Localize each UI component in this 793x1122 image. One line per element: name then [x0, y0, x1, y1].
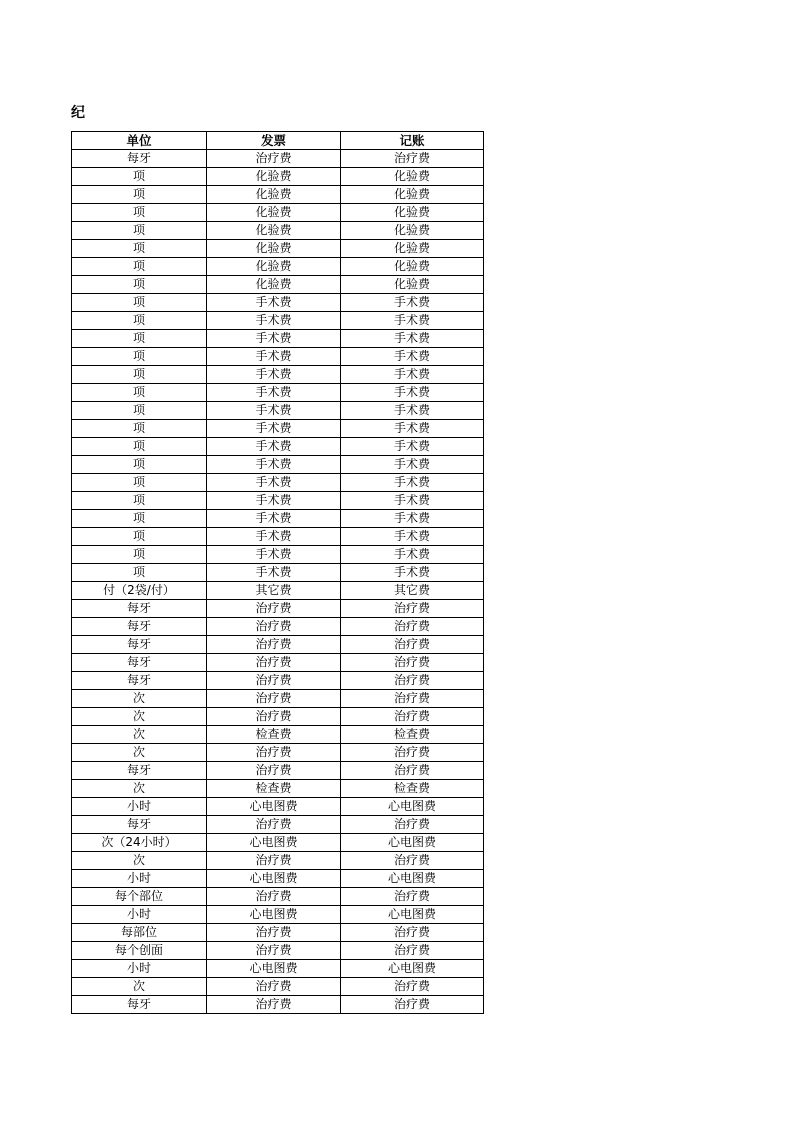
cell-accounting: 化验费	[341, 276, 484, 294]
table-row	[72, 888, 484, 906]
cell-unit: 次	[72, 744, 207, 762]
cell-unit: 次	[72, 978, 207, 996]
cell-unit: 小时	[72, 960, 207, 978]
cell-unit: 每牙	[72, 654, 207, 672]
cell-accounting: 心电图费	[341, 870, 484, 888]
table-row	[72, 618, 484, 636]
table-row	[72, 780, 484, 798]
table-row	[72, 240, 484, 258]
cell-unit: 项	[72, 204, 207, 222]
cell-invoice: 治疗费	[207, 924, 341, 942]
table-row	[72, 492, 484, 510]
cell-unit: 每牙	[72, 672, 207, 690]
table-row	[72, 762, 484, 780]
cell-unit: 每牙	[72, 636, 207, 654]
cell-invoice: 手术费	[207, 564, 341, 582]
table-row	[72, 510, 484, 528]
cell-accounting: 手术费	[341, 456, 484, 474]
cell-unit: 项	[72, 474, 207, 492]
cell-accounting: 化验费	[341, 240, 484, 258]
cell-invoice: 检查费	[207, 780, 341, 798]
table-row	[72, 168, 484, 186]
table-row	[72, 978, 484, 996]
table-row	[72, 960, 484, 978]
table-row	[72, 744, 484, 762]
cell-accounting: 手术费	[341, 546, 484, 564]
cell-unit: 项	[72, 384, 207, 402]
cell-invoice: 化验费	[207, 276, 341, 294]
table-row	[72, 348, 484, 366]
cell-accounting: 手术费	[341, 510, 484, 528]
cell-invoice: 治疗费	[207, 672, 341, 690]
cut-off-title-fragment: 纪	[71, 105, 85, 121]
cell-unit: 项	[72, 186, 207, 204]
cell-invoice: 治疗费	[207, 816, 341, 834]
cell-unit: 每个创面	[72, 942, 207, 960]
cell-accounting: 手术费	[341, 366, 484, 384]
table-row	[72, 996, 484, 1014]
cell-invoice: 治疗费	[207, 762, 341, 780]
cell-invoice: 心电图费	[207, 960, 341, 978]
cell-accounting: 手术费	[341, 384, 484, 402]
cell-unit: 小时	[72, 870, 207, 888]
cell-unit: 项	[72, 420, 207, 438]
cell-accounting: 心电图费	[341, 798, 484, 816]
table-header-row	[72, 132, 484, 150]
cell-accounting: 化验费	[341, 258, 484, 276]
table-row	[72, 204, 484, 222]
cell-accounting: 治疗费	[341, 150, 484, 168]
table-row	[72, 636, 484, 654]
cell-invoice: 心电图费	[207, 834, 341, 852]
cell-invoice: 治疗费	[207, 708, 341, 726]
cell-unit: 每牙	[72, 618, 207, 636]
cell-invoice: 手术费	[207, 312, 341, 330]
table-row	[72, 438, 484, 456]
cell-unit: 次	[72, 726, 207, 744]
cell-invoice: 手术费	[207, 348, 341, 366]
cell-invoice: 手术费	[207, 510, 341, 528]
cell-invoice: 化验费	[207, 168, 341, 186]
cell-accounting: 心电图费	[341, 834, 484, 852]
cell-invoice: 心电图费	[207, 798, 341, 816]
table-row	[72, 186, 484, 204]
table-row	[72, 654, 484, 672]
cell-invoice: 手术费	[207, 492, 341, 510]
cell-unit: 次（24小时）	[72, 834, 207, 852]
table-row	[72, 456, 484, 474]
table-row	[72, 672, 484, 690]
cell-invoice: 治疗费	[207, 852, 341, 870]
cell-invoice: 手术费	[207, 330, 341, 348]
cell-accounting: 手术费	[341, 528, 484, 546]
table-row	[72, 474, 484, 492]
cell-unit: 次	[72, 852, 207, 870]
cell-invoice: 化验费	[207, 204, 341, 222]
cell-accounting: 手术费	[341, 564, 484, 582]
header-unit: 单位	[72, 132, 207, 150]
cell-unit: 每个部位	[72, 888, 207, 906]
cell-invoice: 手术费	[207, 438, 341, 456]
cell-unit: 项	[72, 528, 207, 546]
cell-accounting: 手术费	[341, 294, 484, 312]
table-row	[72, 276, 484, 294]
cell-unit: 次	[72, 708, 207, 726]
cell-unit: 项	[72, 240, 207, 258]
cell-unit: 小时	[72, 798, 207, 816]
cell-invoice: 化验费	[207, 258, 341, 276]
cell-unit: 项	[72, 438, 207, 456]
cell-accounting: 手术费	[341, 474, 484, 492]
cell-invoice: 治疗费	[207, 942, 341, 960]
cell-invoice: 手术费	[207, 420, 341, 438]
cell-unit: 付（2袋/付）	[72, 582, 207, 600]
table-row	[72, 420, 484, 438]
cell-unit: 每牙	[72, 600, 207, 618]
cell-accounting: 手术费	[341, 348, 484, 366]
cell-invoice: 心电图费	[207, 906, 341, 924]
cell-invoice: 手术费	[207, 528, 341, 546]
cell-accounting: 治疗费	[341, 654, 484, 672]
cell-accounting: 化验费	[341, 168, 484, 186]
table-row	[72, 294, 484, 312]
table-row	[72, 258, 484, 276]
cell-unit: 每牙	[72, 996, 207, 1014]
cell-unit: 项	[72, 546, 207, 564]
cell-accounting: 手术费	[341, 492, 484, 510]
cell-unit: 项	[72, 492, 207, 510]
header-accounting: 记账	[341, 132, 484, 150]
cell-unit: 项	[72, 258, 207, 276]
cell-invoice: 手术费	[207, 456, 341, 474]
cell-invoice: 治疗费	[207, 636, 341, 654]
cell-invoice: 治疗费	[207, 996, 341, 1014]
cell-unit: 项	[72, 510, 207, 528]
header-invoice: 发票	[207, 132, 341, 150]
cell-accounting: 治疗费	[341, 618, 484, 636]
cell-accounting: 治疗费	[341, 852, 484, 870]
cell-invoice: 手术费	[207, 384, 341, 402]
cell-accounting: 治疗费	[341, 636, 484, 654]
cell-accounting: 治疗费	[341, 816, 484, 834]
cell-unit: 每牙	[72, 816, 207, 834]
cell-unit: 项	[72, 312, 207, 330]
cell-invoice: 治疗费	[207, 690, 341, 708]
cell-accounting: 治疗费	[341, 888, 484, 906]
cell-unit: 每部位	[72, 924, 207, 942]
cell-accounting: 化验费	[341, 222, 484, 240]
table-body	[72, 150, 484, 1014]
cell-accounting: 化验费	[341, 204, 484, 222]
table-row	[72, 384, 484, 402]
table-row	[72, 564, 484, 582]
cell-invoice: 手术费	[207, 366, 341, 384]
cell-invoice: 治疗费	[207, 978, 341, 996]
table-row	[72, 402, 484, 420]
cell-accounting: 治疗费	[341, 942, 484, 960]
cell-invoice: 检查费	[207, 726, 341, 744]
cell-accounting: 心电图费	[341, 960, 484, 978]
cell-unit: 项	[72, 348, 207, 366]
table-row	[72, 870, 484, 888]
cell-accounting: 检查费	[341, 780, 484, 798]
cell-accounting: 手术费	[341, 438, 484, 456]
table-row	[72, 852, 484, 870]
table-row	[72, 906, 484, 924]
cell-invoice: 手术费	[207, 546, 341, 564]
cell-invoice: 化验费	[207, 222, 341, 240]
cell-unit: 次	[72, 780, 207, 798]
table-row	[72, 528, 484, 546]
cell-accounting: 手术费	[341, 420, 484, 438]
cell-unit: 项	[72, 276, 207, 294]
table-row	[72, 690, 484, 708]
cell-accounting: 治疗费	[341, 762, 484, 780]
cell-invoice: 治疗费	[207, 654, 341, 672]
cell-invoice: 手术费	[207, 294, 341, 312]
cell-invoice: 化验费	[207, 186, 341, 204]
cell-unit: 每牙	[72, 762, 207, 780]
cell-accounting: 手术费	[341, 312, 484, 330]
table-row	[72, 312, 484, 330]
cell-unit: 每牙	[72, 150, 207, 168]
table-row	[72, 942, 484, 960]
cell-invoice: 治疗费	[207, 150, 341, 168]
cell-accounting: 治疗费	[341, 708, 484, 726]
cell-invoice: 手术费	[207, 474, 341, 492]
fee-category-table	[71, 131, 484, 1014]
cell-unit: 项	[72, 168, 207, 186]
cell-accounting: 治疗费	[341, 600, 484, 618]
cell-unit: 项	[72, 456, 207, 474]
table-row	[72, 546, 484, 564]
cell-invoice: 治疗费	[207, 618, 341, 636]
cell-unit: 次	[72, 690, 207, 708]
cell-unit: 项	[72, 564, 207, 582]
table-row	[72, 708, 484, 726]
cell-accounting: 治疗费	[341, 690, 484, 708]
cell-invoice: 手术费	[207, 402, 341, 420]
table-row	[72, 834, 484, 852]
table-row	[72, 600, 484, 618]
table-row	[72, 816, 484, 834]
cell-invoice: 治疗费	[207, 744, 341, 762]
table-row	[72, 222, 484, 240]
table-row	[72, 366, 484, 384]
cell-invoice: 治疗费	[207, 600, 341, 618]
cell-invoice: 化验费	[207, 240, 341, 258]
table-row	[72, 726, 484, 744]
table-row	[72, 924, 484, 942]
cell-accounting: 心电图费	[341, 906, 484, 924]
cell-accounting: 治疗费	[341, 672, 484, 690]
table-row	[72, 150, 484, 168]
cell-unit: 小时	[72, 906, 207, 924]
cell-unit: 项	[72, 402, 207, 420]
cell-unit: 项	[72, 222, 207, 240]
cell-invoice: 其它费	[207, 582, 341, 600]
table-row	[72, 582, 484, 600]
cell-accounting: 治疗费	[341, 978, 484, 996]
cell-unit: 项	[72, 366, 207, 384]
cell-invoice: 治疗费	[207, 888, 341, 906]
cell-accounting: 治疗费	[341, 744, 484, 762]
cell-unit: 项	[72, 330, 207, 348]
cell-accounting: 手术费	[341, 330, 484, 348]
cell-accounting: 化验费	[341, 186, 484, 204]
table-row	[72, 330, 484, 348]
cell-unit: 项	[72, 294, 207, 312]
cell-accounting: 检查费	[341, 726, 484, 744]
cell-accounting: 手术费	[341, 402, 484, 420]
cell-invoice: 心电图费	[207, 870, 341, 888]
cell-accounting: 其它费	[341, 582, 484, 600]
cell-accounting: 治疗费	[341, 924, 484, 942]
table-row	[72, 798, 484, 816]
cell-accounting: 治疗费	[341, 996, 484, 1014]
